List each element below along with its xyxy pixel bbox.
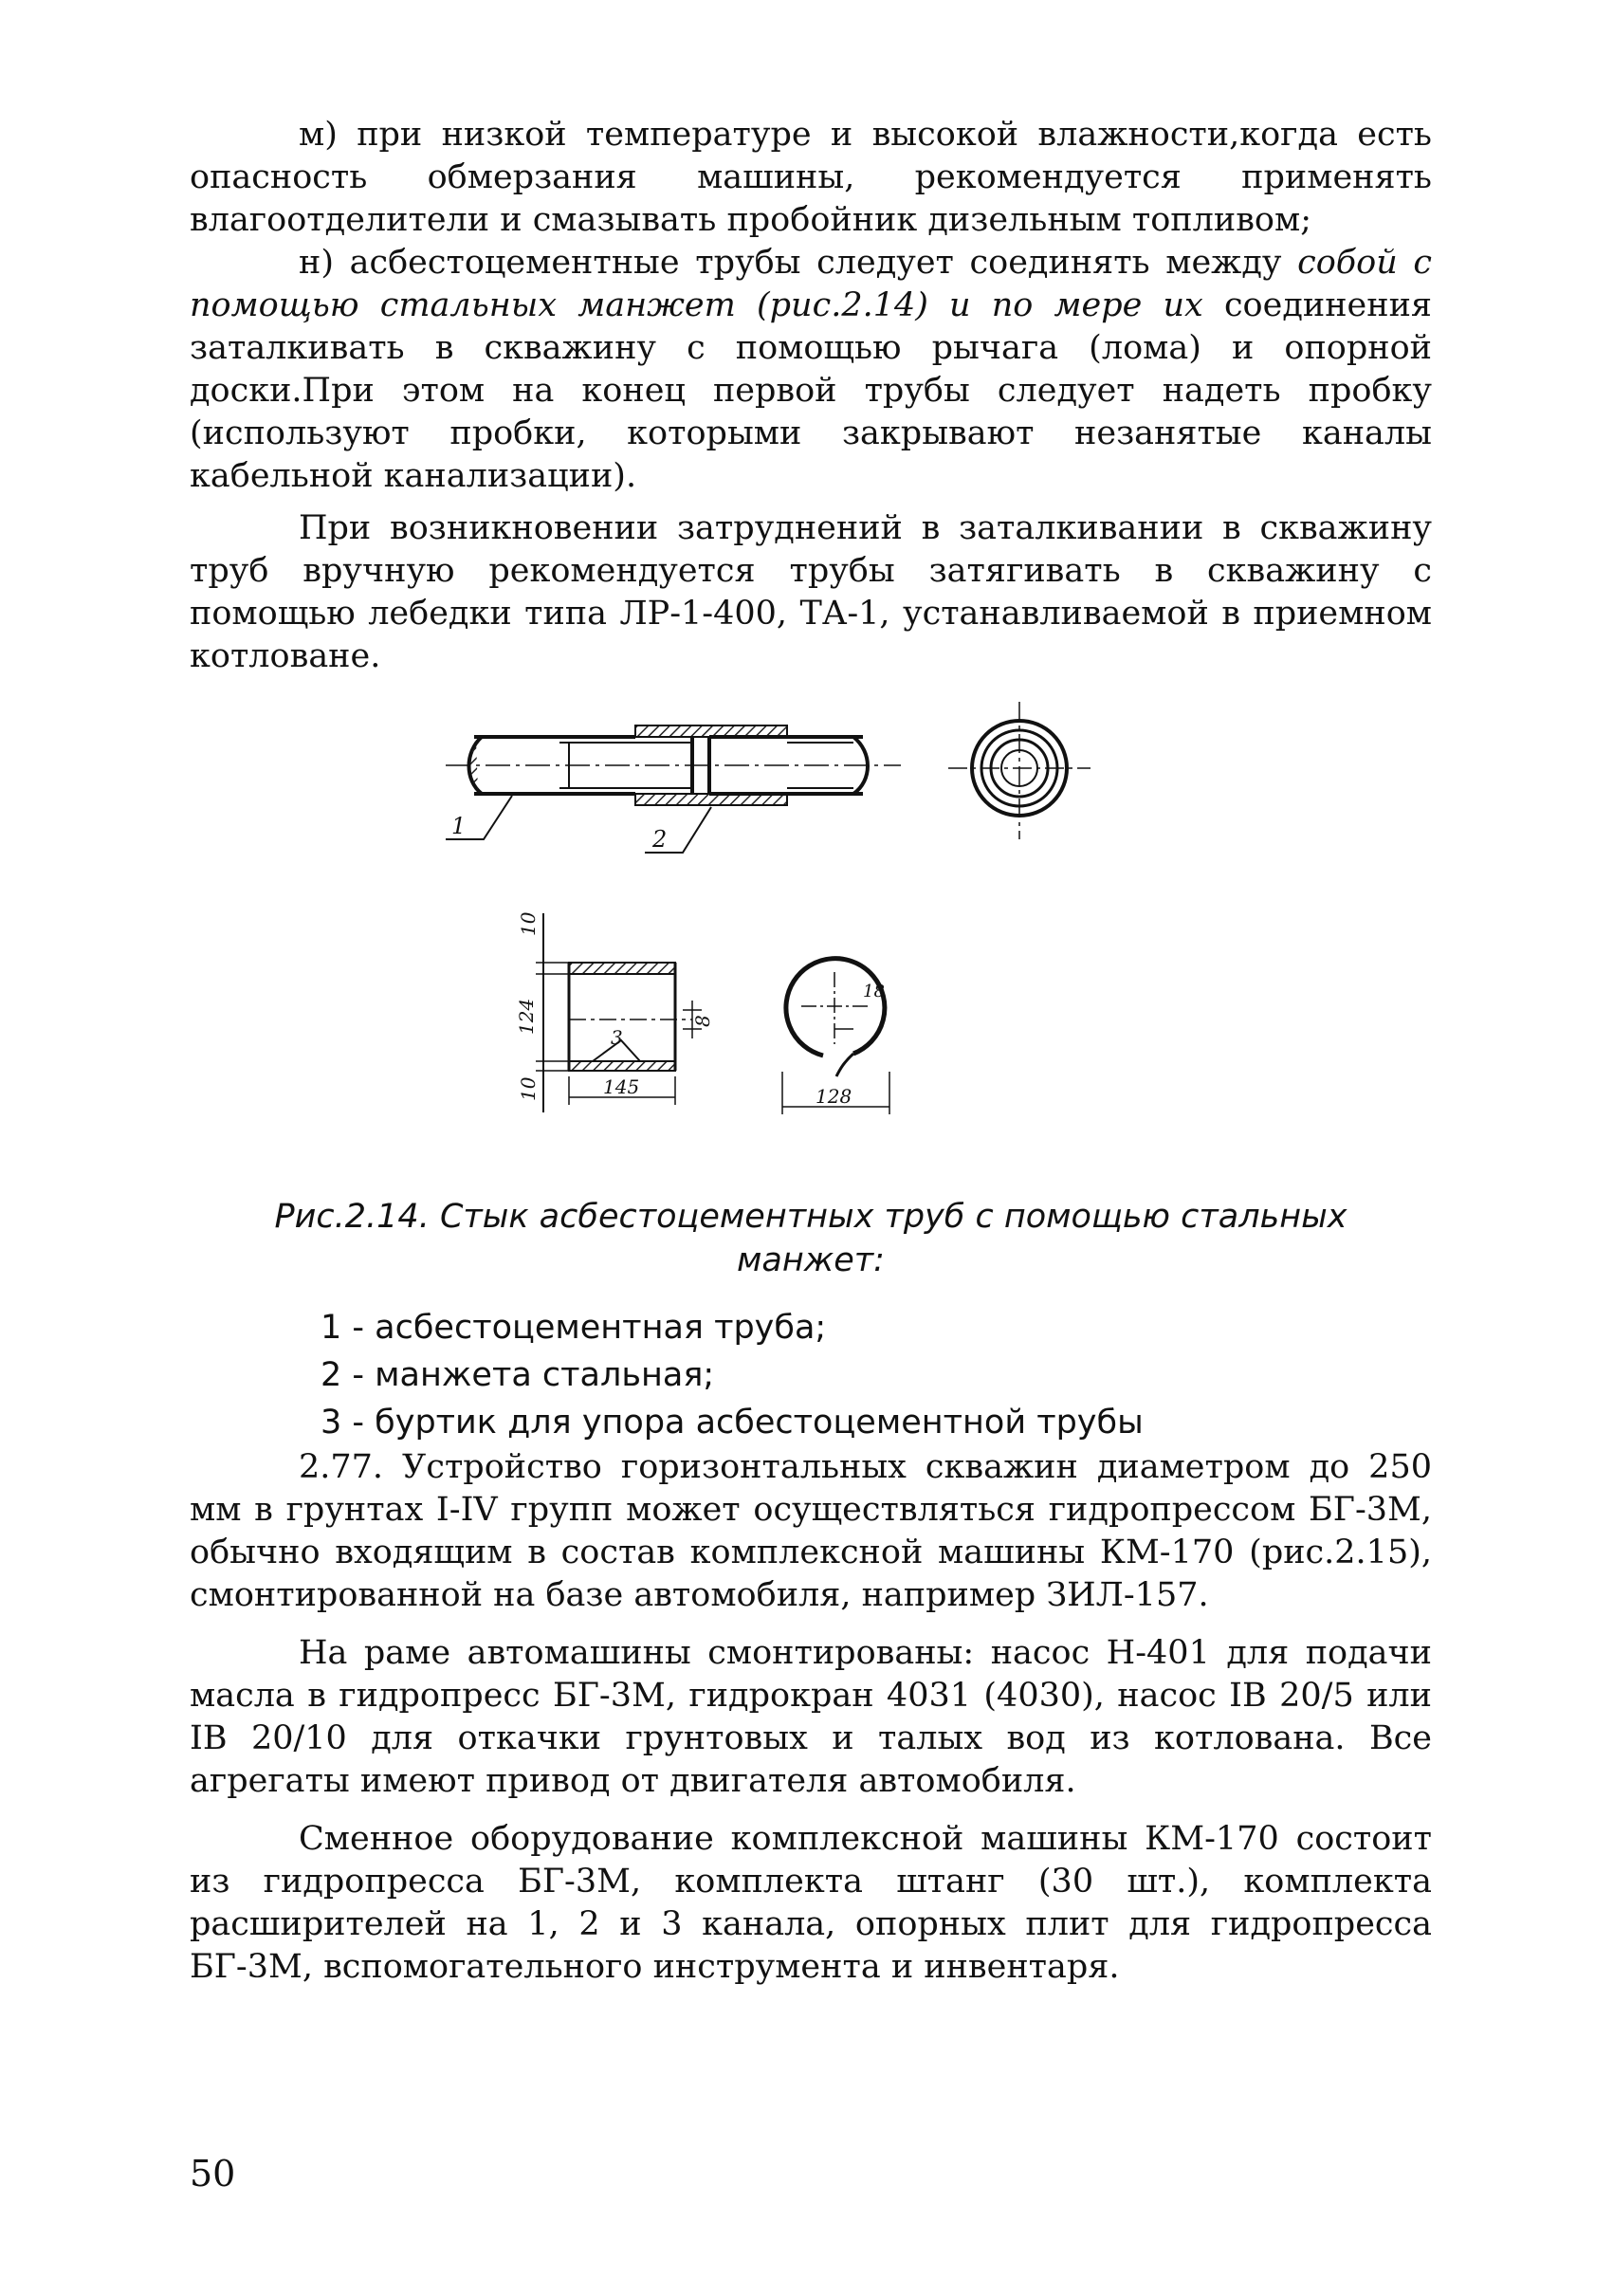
paragraph-n-italic: собой с помощью стальных манжет (рис.2.14) и по мере их [190,244,1432,324]
dim-diameter: 128 [816,1085,852,1108]
dim-bead-height: 8 [691,1015,714,1027]
pipe-joint-drawing [408,697,1166,1152]
legend-item: 2 - манжета стальная; [321,1356,715,1394]
paragraph-2-77: 2.77. Устройство горизонтальных скважин диаметром до 250 мм в грунтах I-IV групп может осуществляться гидропрессом БГ-3М, обычно входящим в состав комплексной машины КМ-170 (рис.2.15), смонтированной на базе автомобиля, например ЗИЛ-157. [190,1448,1432,1614]
paragraph-frame: На раме автомашины смонтированы: насос Н-401 для подачи масла в гидропресс БГ-3М, гидрокран 4031 (4030), насос IВ 20/5 или IВ 20/10 для откачки грунтовых и талых вод из котлована. Все агрегаты имеют привод от двигателя автомобиля. [190,1634,1432,1800]
callout-2-label: 2 [652,826,668,853]
callout-3-label: 3 [611,1026,623,1049]
joint-side-view [446,726,901,853]
paragraph-n-start: н) асбестоцементные трубы следует соединять между [299,244,1298,282]
text-block-bottom [190,1446,1432,1989]
figure-caption [190,1195,1432,1282]
figure-2-14-drawing [408,697,1166,1152]
paragraph-n [190,242,1432,498]
legend-item: 1 - асбестоцементная труба; [321,1309,827,1347]
caption-line-1: Рис.2.14. Стык асбестоцементных труб с помощью стальных [274,1198,1347,1236]
dim-bead-offset: 18 [863,982,885,1001]
dim-height: 124 [515,998,538,1035]
joint-end-view [948,702,1091,839]
caption-line-2: манжет: [737,1241,885,1279]
paragraph-n-end: соединения заталкивать в скважину с помощью рычага (лома) и опорной доски.При этом на конец первой трубы следует надеть пробку (используют пробки, которыми закрывают незанятые каналы кабельной канализации). [190,286,1432,495]
dim-top-flange: 10 [517,911,540,936]
paragraph-difficulty: При возникновении затруднений в заталкивании в скважину труб вручную рекомендуется трубы затягивать в скважину с помощью лебедки типа ЛР-1-400, ТА-1, устанавливаемой в приемном котловане. [190,509,1432,675]
dim-length: 145 [603,1075,640,1098]
dim-bottom-flange: 10 [517,1076,540,1101]
paragraph-equipment: Сменное оборудование комплексной машины КМ-170 состоит из гидропресса БГ-3М, комплекта штанг (30 шт.), комплекта расширителей на 1, 2 и 3 канала, опорных плит для гидропресса БГ-3М, вспомогательного инструмента и инвентаря. [190,1820,1432,1986]
legend-item: 3 - буртик для упора асбестоцементной трубы [321,1404,1144,1442]
paragraph-m: м) при низкой температуре и высокой влажности,когда есть опасность обмерзания машины, рекомендуется применять влагоотделители и смазывать пробойник дизельным топливом; [190,116,1432,239]
page-number: 50 [190,2153,236,2195]
callout-1-label: 1 [451,813,467,839]
figure-legend [321,1304,1144,1446]
text-block-top [190,114,1432,678]
